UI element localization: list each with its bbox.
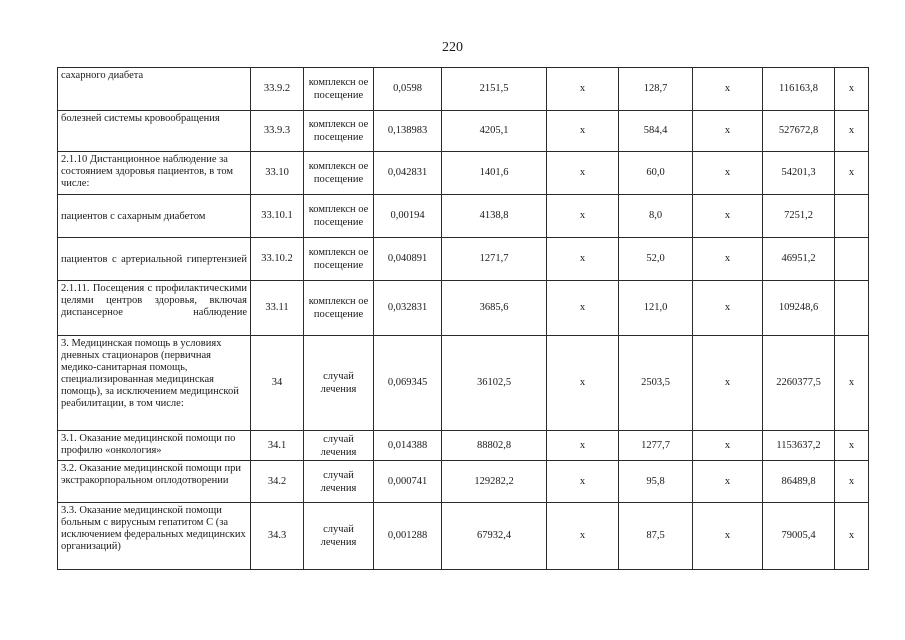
row-name: 2.1.10 Дистанционное наблюдение за состоянием здоровья пациентов, в том числе: [58, 152, 251, 195]
row-norm: 0,00194 [374, 195, 442, 238]
row-col-4: 86489,8 [763, 461, 835, 503]
table-row [58, 68, 869, 111]
table-row [58, 238, 869, 281]
row-col-1: х [547, 68, 619, 111]
row-cost: 129282,2 [442, 461, 547, 503]
row-col-1: х [547, 152, 619, 195]
row-name: сахарного диабета [58, 68, 251, 111]
row-unit: комплексн ое посещение [304, 68, 374, 111]
row-col-3: х [693, 238, 763, 281]
table-row [58, 281, 869, 336]
row-col-1: х [547, 461, 619, 503]
row-col-2: 121,0 [619, 281, 693, 336]
row-col-4: 1153637,2 [763, 431, 835, 461]
row-norm: 0,040891 [374, 238, 442, 281]
row-code: 33.10.1 [251, 195, 304, 238]
row-unit: комплексн ое посещение [304, 152, 374, 195]
row-col-1: х [547, 281, 619, 336]
row-cost: 88802,8 [442, 431, 547, 461]
row-col-3: х [693, 68, 763, 111]
row-cost: 4138,8 [442, 195, 547, 238]
row-col-3: х [693, 461, 763, 503]
row-code: 34 [251, 336, 304, 431]
row-name: 3. Медицинская помощь в условиях дневных стационаров (первичная медико-санитарная помощь, специализированная медицинская помощь), за исключением медицинской реабилитации, в том числе: [58, 336, 251, 431]
row-col-1: х [547, 503, 619, 570]
row-col-5: х [835, 431, 869, 461]
row-name: пациентов с артериальной гипертензией [58, 238, 251, 281]
row-col-1: х [547, 195, 619, 238]
medical-care-table [57, 67, 869, 570]
row-name: пациентов с сахарным диабетом [58, 195, 251, 238]
row-col-1: х [547, 336, 619, 431]
row-code: 34.3 [251, 503, 304, 570]
row-unit: случай лечения [304, 503, 374, 570]
row-col-2: 2503,5 [619, 336, 693, 431]
row-code: 34.1 [251, 431, 304, 461]
row-norm: 0,000741 [374, 461, 442, 503]
row-col-4: 2260377,5 [763, 336, 835, 431]
row-cost: 3685,6 [442, 281, 547, 336]
row-col-2: 8,0 [619, 195, 693, 238]
row-col-1: х [547, 238, 619, 281]
table-row [58, 336, 869, 431]
row-col-2: 1277,7 [619, 431, 693, 461]
row-col-3: х [693, 281, 763, 336]
row-col-4: 527672,8 [763, 111, 835, 152]
row-norm: 0,069345 [374, 336, 442, 431]
row-cost: 2151,5 [442, 68, 547, 111]
row-col-3: х [693, 431, 763, 461]
table-row [58, 195, 869, 238]
row-unit: случай лечения [304, 461, 374, 503]
row-col-5: х [835, 503, 869, 570]
row-col-2: 95,8 [619, 461, 693, 503]
row-unit: комплексн ое посещение [304, 238, 374, 281]
row-unit: случай лечения [304, 431, 374, 461]
row-col-3: х [693, 111, 763, 152]
row-col-2: 128,7 [619, 68, 693, 111]
row-col-5: х [835, 336, 869, 431]
row-cost: 67932,4 [442, 503, 547, 570]
table-row [58, 503, 869, 570]
row-name: 3.3. Оказание медицинской помощи больным с вирусным гепатитом С (за исключением федеральных медицинских организаций) [58, 503, 251, 570]
row-unit: случай лечения [304, 336, 374, 431]
row-col-1: х [547, 111, 619, 152]
row-col-5 [835, 195, 869, 238]
row-cost: 4205,1 [442, 111, 547, 152]
row-code: 33.9.2 [251, 68, 304, 111]
row-col-5: х [835, 68, 869, 111]
row-col-3: х [693, 152, 763, 195]
row-col-5: х [835, 461, 869, 503]
row-col-5 [835, 238, 869, 281]
row-cost: 1401,6 [442, 152, 547, 195]
row-name: 3.2. Оказание медицинской помощи при экстракорпоральном оплодотворении [58, 461, 251, 503]
row-code: 33.10.2 [251, 238, 304, 281]
row-unit: комплексн ое посещение [304, 195, 374, 238]
row-code: 33.9.3 [251, 111, 304, 152]
row-col-4: 79005,4 [763, 503, 835, 570]
row-col-4: 54201,3 [763, 152, 835, 195]
row-norm: 0,042831 [374, 152, 442, 195]
row-norm: 0,001288 [374, 503, 442, 570]
row-col-2: 52,0 [619, 238, 693, 281]
row-col-1: х [547, 431, 619, 461]
row-norm: 0,014388 [374, 431, 442, 461]
row-col-3: х [693, 336, 763, 431]
row-col-4: 46951,2 [763, 238, 835, 281]
row-unit: комплексн ое посещение [304, 111, 374, 152]
row-col-5: х [835, 111, 869, 152]
row-col-5 [835, 281, 869, 336]
table-row [58, 431, 869, 461]
row-unit: комплексн ое посещение [304, 281, 374, 336]
page-number: 220 [442, 40, 463, 55]
row-code: 33.11 [251, 281, 304, 336]
row-norm: 0,0598 [374, 68, 442, 111]
row-norm: 0,138983 [374, 111, 442, 152]
table-row [58, 461, 869, 503]
row-col-2: 584,4 [619, 111, 693, 152]
row-col-2: 60,0 [619, 152, 693, 195]
row-col-3: х [693, 195, 763, 238]
row-col-5: х [835, 152, 869, 195]
row-name: 2.1.11. Посещения с профилактическими целями центров здоровья, включая диспансерное наблюдение [58, 281, 251, 336]
row-name: болезней системы кровообращения [58, 111, 251, 152]
row-norm: 0,032831 [374, 281, 442, 336]
row-col-4: 116163,8 [763, 68, 835, 111]
table-row [58, 152, 869, 195]
row-cost: 36102,5 [442, 336, 547, 431]
row-col-4: 109248,6 [763, 281, 835, 336]
row-col-3: х [693, 503, 763, 570]
row-cost: 1271,7 [442, 238, 547, 281]
row-col-4: 7251,2 [763, 195, 835, 238]
row-code: 33.10 [251, 152, 304, 195]
row-name: 3.1. Оказание медицинской помощи по профилю «онкология» [58, 431, 251, 461]
row-col-2: 87,5 [619, 503, 693, 570]
row-code: 34.2 [251, 461, 304, 503]
table-row [58, 111, 869, 152]
